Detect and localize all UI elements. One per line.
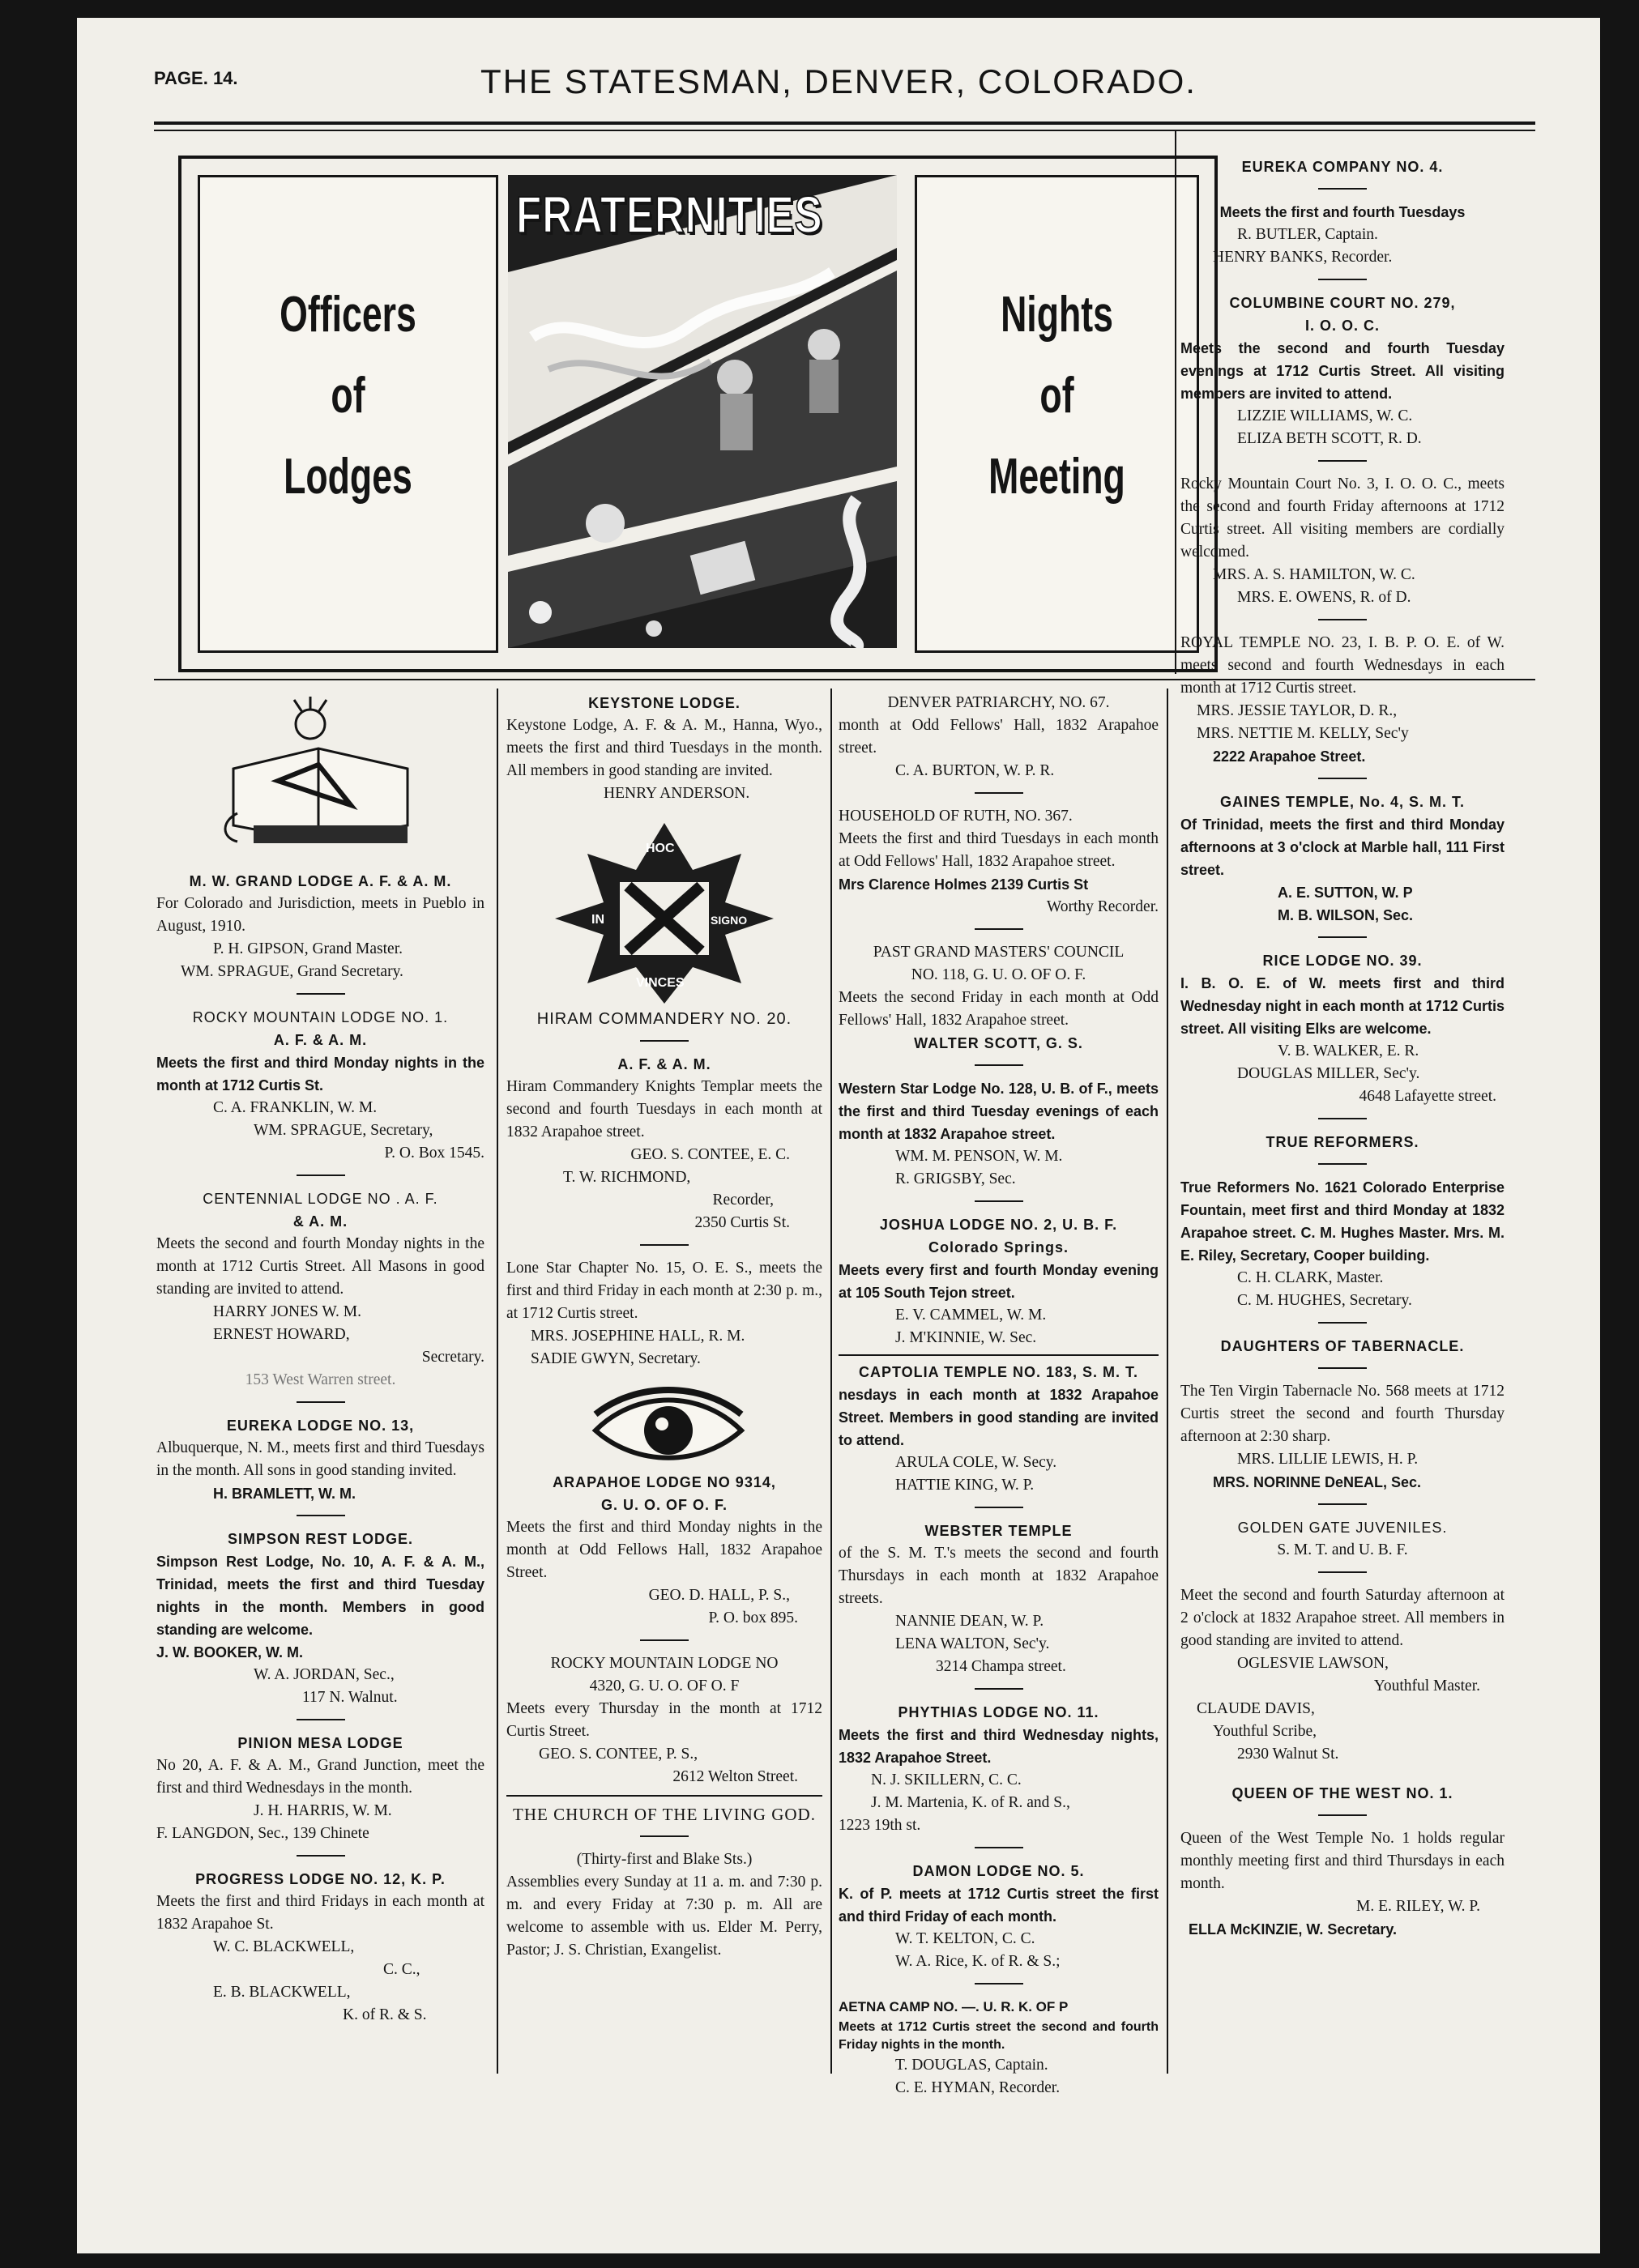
captolia-temple-title: CAPTOLIA TEMPLE NO. 183, S. M. T. xyxy=(858,1364,1139,1380)
signature-line: ELIZA BETH SCOTT, R. D. xyxy=(1237,430,1422,447)
emblem-in: IN xyxy=(591,913,604,927)
church-title: THE CHURCH OF THE LIVING GOD. xyxy=(513,1805,816,1824)
aetna-camp-body: Meets at 1712 Curtis street the second and fourth Friday nights in the month. xyxy=(839,2020,1159,2052)
gaines-temple-body: Of Trinidad, meets the first and third Monday afternoons at 3 o'clock at Marble hall, 111 First street. xyxy=(1180,816,1505,878)
rocky-mountain-court-body: Rocky Mountain Court No. 3, I. O. O. C., meets the second and fourth Friday afternoons at 1712 Curtis street. All visiting members are cordially welcomed. xyxy=(1180,475,1505,561)
signature-line: SADIE GWYN, Secretary. xyxy=(531,1350,701,1367)
signature-line: 4648 Lafayette street. xyxy=(1359,1088,1496,1105)
separator xyxy=(297,1401,345,1403)
separator xyxy=(640,1835,689,1837)
rice-lodge-body: I. B. O. E. of W. meets first and third Wednesday night in each month at 1712 Curtis street. All visiting Elks are welcome. xyxy=(1180,975,1505,1037)
past-grand-masters-body: Meets the second Friday in each month at Odd Fellows' Hall, 1832 Arapahoe street. xyxy=(839,989,1159,1029)
column-rule-3 xyxy=(1167,688,1168,2074)
signature-line: T. DOUGLAS, Captain. xyxy=(895,2057,1048,2074)
signature-line: CLAUDE DAVIS, xyxy=(1197,1700,1315,1717)
signature-line: N. J. SKILLERN, C. C. xyxy=(871,1771,1022,1788)
separator xyxy=(975,1064,1023,1066)
daughters-tabernacle-title: DAUGHTERS OF TABERNACLE. xyxy=(1220,1338,1465,1354)
signature-line: C. A. BURTON, W. P. R. xyxy=(895,762,1055,779)
separator xyxy=(297,1855,345,1857)
meeting-word: Meeting xyxy=(988,449,1125,505)
golden-gate-title: GOLDEN GATE JUVENILES. xyxy=(1237,1520,1448,1536)
signature-line: W. A. JORDAN, Sec., xyxy=(254,1666,395,1683)
eureka-lodge-title: EUREKA LODGE NO. 13, xyxy=(226,1418,415,1434)
household-of-ruth-title: HOUSEHOLD OF RUTH, NO. 367. xyxy=(839,808,1073,825)
joshua-lodge-body: Meets every first and fourth Monday evening at 105 South Tejon street. xyxy=(839,1262,1159,1301)
separator xyxy=(1318,279,1367,280)
officers-panel xyxy=(198,175,498,653)
section-rule xyxy=(839,1354,1159,1356)
emblem-hoc: HOC xyxy=(646,842,675,855)
signature-line: Worthy Recorder. xyxy=(1046,898,1159,915)
columbine-court-title: COLUMBINE COURT NO. 279, xyxy=(1229,295,1456,311)
signature-line: H. BRAMLETT, W. M. xyxy=(213,1486,356,1502)
knights-templar-cross-emblem xyxy=(506,813,822,1008)
subtitle: (Thirty-first and Blake Sts.) xyxy=(576,1851,753,1868)
subtitle: I. O. O. C. xyxy=(1304,318,1380,334)
subtitle: S. M. T. and U. B. F. xyxy=(1277,1541,1408,1558)
true-reformers-body: True Reformers No. 1621 Colorado Enterprise Fountain, meet first and third Monday at 1832 Arapahoe street. C. M. Hughes Master. Mrs. M. E. Riley, Secretary, Cooper building. xyxy=(1180,1179,1505,1264)
signature-line: GEO. S. CONTEE, E. C. xyxy=(630,1146,790,1163)
past-grand-masters-title: PAST GRAND MASTERS' COUNCIL xyxy=(873,944,1125,961)
keystone-lodge-title: KEYSTONE LODGE. xyxy=(588,695,741,711)
separator xyxy=(975,1983,1023,1985)
signature-line: ELLA McKINZIE, W. Secretary. xyxy=(1189,1921,1398,1938)
true-reformers-title: TRUE REFORMERS. xyxy=(1266,1134,1419,1150)
separator xyxy=(1318,188,1367,190)
newspaper-page xyxy=(77,18,1600,2253)
signature-line: A. E. SUTTON, W. P xyxy=(1278,885,1413,901)
fraternities-title: FRATERNITIES xyxy=(516,185,823,244)
webster-temple-title: WEBSTER TEMPLE xyxy=(924,1523,1073,1539)
signature-line: 2222 Arapahoe Street. xyxy=(1213,748,1366,765)
western-star-body: Western Star Lodge No. 128, U. B. of F., meets the first and third Tuesday evenings of each month at 1832 Arapahoe street. xyxy=(839,1081,1159,1142)
hiram-commandery-title: HIRAM COMMANDERY NO. 20. xyxy=(536,1010,792,1028)
separator xyxy=(1318,1322,1367,1324)
denver-patriarchy-title: DENVER PATRIARCHY, NO. 67. xyxy=(887,694,1110,711)
columbine-court-body: Meets the second and fourth Tuesday evenings at 1712 Curtis Street. All visiting members are invited to attend. xyxy=(1180,340,1505,402)
signature-line: 2930 Walnut St. xyxy=(1237,1746,1339,1763)
signature-line: P. O. Box 1545. xyxy=(384,1145,484,1162)
masonic-bible-illustration xyxy=(156,692,484,854)
nights-word: Nights xyxy=(1001,287,1113,343)
signature-line: Mrs Clarence Holmes 2139 Curtis St xyxy=(839,876,1089,893)
separator xyxy=(1318,460,1367,462)
signature-line: V. B. WALKER, E. R. xyxy=(1278,1042,1419,1059)
signature-line: HENRY ANDERSON. xyxy=(604,785,750,802)
signature-line: P. O. box 895. xyxy=(708,1609,798,1626)
section-rule xyxy=(506,1795,822,1797)
signature-line: MRS. NORINNE DeNEAL, Sec. xyxy=(1213,1474,1422,1490)
signature-line: 2612 Welton Street. xyxy=(672,1768,798,1785)
household-of-ruth-body: Meets the first and third Tuesdays in each month at Odd Fellows' Hall, 1832 Arapahoe street. xyxy=(839,830,1159,870)
signature-line: R. BUTLER, Captain. xyxy=(1237,226,1378,243)
signature-line: C. E. HYMAN, Recorder. xyxy=(895,2079,1061,2096)
signature-line: WALTER SCOTT, G. S. xyxy=(914,1035,1083,1051)
separator xyxy=(975,792,1023,794)
centennial-body: Meets the second and fourth Monday nights in the month at 1712 Curtis Street. All Masons in good standing are invited to attend. xyxy=(156,1235,484,1298)
rocky-mountain-gu-title: ROCKY MOUNTAIN LODGE NO xyxy=(550,1655,779,1672)
officers-word: Officers xyxy=(280,287,416,343)
signature-line: MRS. NETTIE M. KELLY, Sec'y xyxy=(1197,725,1409,742)
eureka-company-title: EUREKA COMPANY NO. 4. xyxy=(1241,159,1444,175)
church-body: Assemblies every Sunday at 11 a. m. and 7:30 p. m. and every Friday at 7:30 p. m. All are welcome to assemble with us. Elder M. Perry, Pastor; J. S. Christian, Exangelist. xyxy=(506,1874,822,1959)
signature-line: WM. M. PENSON, W. M. xyxy=(895,1148,1063,1165)
progress-lodge-title: PROGRESS LODGE NO. 12, K. P. xyxy=(195,1871,446,1887)
eureka-company-body: Meets the first and fourth Tuesdays xyxy=(1219,204,1466,220)
header-rule-thick xyxy=(154,122,1535,125)
signature-line: OGLESVIE LAWSON, xyxy=(1237,1655,1389,1672)
signature-line: ERNEST HOWARD, xyxy=(213,1326,350,1343)
signature-line: J. H. HARRIS, W. M. xyxy=(254,1802,392,1819)
pythias-lodge-body: Meets the first and third Wednesday nights, 1832 Arapahoe Street. xyxy=(839,1727,1159,1766)
newspaper-title: THE STATESMAN, DENVER, COLORADO. xyxy=(480,62,1197,100)
signature-line: J. M. Martenia, K. of R. and S., xyxy=(871,1794,1070,1811)
subtitle: 4320, G. U. O. OF O. F xyxy=(589,1678,740,1695)
separator xyxy=(1318,619,1367,620)
nights-panel xyxy=(915,175,1199,653)
of-word-right: of xyxy=(1039,368,1074,424)
subtitle: G. U. O. OF O. F. xyxy=(600,1497,728,1513)
signature-line: C. M. HUGHES, Secretary. xyxy=(1237,1292,1412,1309)
signature-line: 1223 19th st. xyxy=(839,1817,921,1834)
signature-line: MRS. A. S. HAMILTON, W. C. xyxy=(1213,566,1415,583)
page-number: PAGE. 14. xyxy=(154,68,238,88)
signature-line: 117 N. Walnut. xyxy=(302,1689,398,1706)
emblem-signo: SIGNO xyxy=(711,914,748,927)
signature-line: HARRY JONES W. M. xyxy=(213,1303,361,1320)
arapahoe-lodge-body: Meets the first and third Monday nights in the month at Odd Fellows Hall, 1832 Arapahoe Street. xyxy=(506,1519,822,1581)
keystone-lodge-body: Keystone Lodge, A. F. & A. M., Hanna, Wyo., meets the first and third Tuesdays in the month. All members in good standing are invited. xyxy=(506,717,822,779)
signature-line: Youthful Scribe, xyxy=(1213,1723,1317,1740)
signature-line: C. C., xyxy=(383,1961,420,1978)
signature-line: GEO. S. CONTEE, P. S., xyxy=(539,1746,698,1763)
pinion-mesa-title: PINION MESA LODGE xyxy=(237,1735,403,1751)
subtitle: Colorado Springs. xyxy=(928,1239,1069,1256)
signature-line: MRS. JOSEPHINE HALL, R. M. xyxy=(531,1328,745,1345)
damon-lodge-title: DAMON LODGE NO. 5. xyxy=(912,1863,1085,1879)
separator xyxy=(640,1639,689,1641)
column-rule-4 xyxy=(1175,131,1176,674)
signature-line: GEO. D. HALL, P. S., xyxy=(648,1587,790,1604)
separator xyxy=(1318,1814,1367,1816)
separator xyxy=(297,1174,345,1176)
separator xyxy=(975,1847,1023,1848)
rocky-mountain-gu-body: Meets every Thursday in the month at 1712 Curtis Street. xyxy=(506,1700,822,1740)
rocky-mountain-body: Meets the first and third Monday nights in the month at 1712 Curtis St. xyxy=(156,1055,484,1094)
separator xyxy=(1318,1163,1367,1165)
signature-line: M. E. RILEY, W. P. xyxy=(1356,1898,1480,1915)
lone-star-body: Lone Star Chapter No. 15, O. E. S., meets the first and third Friday in each month at 2:30 p. m., at 1712 Curtis street. xyxy=(506,1260,822,1322)
signature-line: HENRY BANKS, Recorder. xyxy=(1213,249,1393,266)
signature-line: W. C. BLACKWELL, xyxy=(213,1938,355,1955)
column-rule-2 xyxy=(830,688,832,2074)
header-rule-thin xyxy=(154,130,1535,131)
signature-line: Secretary. xyxy=(421,1349,484,1366)
signature-line: T. W. RICHMOND, xyxy=(563,1169,691,1186)
signature-line: ARULA COLE, W. Secy. xyxy=(895,1454,1057,1471)
signature-line: R. GRIGSBY, Sec. xyxy=(895,1170,1016,1187)
separator xyxy=(975,928,1023,930)
signature-line: C. A. FRANKLIN, W. M. xyxy=(213,1099,378,1116)
progress-lodge-body: Meets the first and third Fridays in each month at 1832 Arapahoe St. xyxy=(156,1893,484,1933)
eureka-lodge-body: Albuquerque, N. M., meets first and third Tuesdays in the month. All sons in good standing invited. xyxy=(156,1439,484,1479)
golden-gate-body: Meet the second and fourth Saturday afternoon at 2 o'clock at 1832 Arapahoe street. All members in good standing are invited to attend. xyxy=(1180,1587,1505,1649)
signature-line: F. LANGDON, Sec., 139 Chinete xyxy=(156,1825,369,1842)
captolia-temple-body: nesdays in each month at 1832 Arapahoe Street. Members in good standing are invited to attend. xyxy=(839,1387,1159,1448)
signature-line: J. W. BOOKER, W. M. xyxy=(156,1644,304,1660)
centennial-lodge-title: CENTENNIAL LODGE NO . A. F. xyxy=(203,1191,438,1207)
simpson-rest-body: Simpson Rest Lodge, No. 10, A. F. & A. M., Trinidad, meets the first and third Tuesday nights in the month. Members in good standing are welcome. xyxy=(156,1554,484,1638)
simpson-rest-title: SIMPSON REST LODGE. xyxy=(227,1531,414,1547)
subtitle: A. F. & A. M. xyxy=(617,1056,711,1072)
signature-line: HATTIE KING, W. P. xyxy=(895,1477,1035,1494)
of-word: of xyxy=(331,368,365,424)
emblem-vinces: VINCES xyxy=(636,976,685,990)
signature-line: C. H. CLARK, Master. xyxy=(1237,1269,1384,1286)
subtitle: A. F. & A. M. xyxy=(273,1032,368,1048)
separator xyxy=(975,1200,1023,1202)
fraternities-illustration xyxy=(508,175,897,648)
signature-line: Youthful Master. xyxy=(1373,1678,1480,1695)
separator xyxy=(1318,936,1367,938)
signature-line: 2350 Curtis St. xyxy=(694,1214,790,1231)
column-rule-1 xyxy=(497,688,498,2074)
queen-of-the-west-body: Queen of the West Temple No. 1 holds regular monthly meeting first and third Thursdays in each month. xyxy=(1180,1830,1505,1892)
separator xyxy=(1318,1367,1367,1369)
queen-of-the-west-title: QUEEN OF THE WEST NO. 1. xyxy=(1231,1785,1453,1801)
separator xyxy=(1318,1118,1367,1119)
separator xyxy=(1318,1503,1367,1505)
signature-line: LIZZIE WILLIAMS, W. C. xyxy=(1237,407,1413,424)
webster-temple-body: of the S. M. T.'s meets the second and fourth Thursdays in each month at 1832 Arapahoe streets. xyxy=(839,1545,1159,1607)
rocky-mountain-lodge-title: ROCKY MOUNTAIN LODGE NO. 1. xyxy=(192,1009,449,1025)
separator xyxy=(297,993,345,995)
signature-line: E. B. BLACKWELL, xyxy=(213,1984,351,2001)
hiram-commandery-body: Hiram Commandery Knights Templar meets the second and fourth Tuesdays in each month at 1832 Arapahoe street. xyxy=(506,1078,822,1140)
signature-line: WM. SPRAGUE, Grand Secretary. xyxy=(181,963,403,980)
signature-line: MRS. LILLIE LEWIS, H. P. xyxy=(1237,1451,1419,1468)
separator xyxy=(1318,778,1367,779)
separator xyxy=(297,1719,345,1720)
separator xyxy=(1318,1571,1367,1573)
eye-illustration xyxy=(506,1382,822,1471)
separator xyxy=(975,1688,1023,1690)
signature-line: LENA WALTON, Sec'y. xyxy=(895,1635,1050,1652)
signature-line: P. H. GIPSON, Grand Master. xyxy=(213,940,403,957)
signature-line: Recorder, xyxy=(712,1192,774,1209)
signature-line: WM. SPRAGUE, Secretary, xyxy=(254,1122,433,1139)
rice-lodge-title: RICE LODGE NO. 39. xyxy=(1262,953,1423,969)
denver-patriarchy-body: month at Odd Fellows' Hall, 1832 Arapahoe street. xyxy=(839,717,1159,757)
subtitle: & A. M. xyxy=(292,1213,348,1230)
separator xyxy=(975,1507,1023,1508)
illustration-art xyxy=(508,175,897,648)
separator xyxy=(297,1515,345,1516)
signature-line: DOUGLAS MILLER, Sec'y. xyxy=(1237,1065,1420,1082)
lodges-word: Lodges xyxy=(284,449,412,505)
column-3 xyxy=(839,692,1159,2100)
pythias-lodge-title: PHYTHIAS LODGE NO. 11. xyxy=(898,1704,1099,1720)
signature-line: E. V. CAMMEL, W. M. xyxy=(895,1307,1047,1324)
arapahoe-lodge-title: ARAPAHOE LODGE NO 9314, xyxy=(553,1474,776,1490)
column-2 xyxy=(506,692,822,1962)
separator xyxy=(640,1040,689,1042)
signature-line: K. of R. & S. xyxy=(343,2006,427,2023)
aetna-camp-title: AETNA CAMP NO. —. U. R. K. OF P xyxy=(839,1999,1069,2014)
joshua-lodge-title: JOSHUA LODGE NO. 2, U. B. F. xyxy=(879,1217,1118,1233)
signature-line: MRS. E. OWENS, R. of D. xyxy=(1237,589,1411,606)
signature-line: MRS. JESSIE TAYLOR, D. R., xyxy=(1197,702,1398,719)
pinion-mesa-body: No 20, A. F. & A. M., Grand Junction, meet the first and third Wednesdays in the month. xyxy=(156,1757,484,1797)
royal-temple-body: ROYAL TEMPLE NO. 23, I. B. P. O. E. of W. meets second and fourth Wednesdays in each month at 1712 Curtis street. xyxy=(1180,634,1505,697)
signature-line: W. A. Rice, K. of R. & S.; xyxy=(895,1953,1061,1970)
signature-line: M. B. WILSON, Sec. xyxy=(1278,907,1414,923)
grand-lodge-title: M. W. GRAND LODGE A. F. & A. M. xyxy=(189,873,452,889)
address-line: 153 West Warren street. xyxy=(245,1371,396,1388)
fraternities-banner xyxy=(178,156,1218,672)
signature-line: W. T. KELTON, C. C. xyxy=(895,1930,1035,1947)
damon-lodge-body: K. of P. meets at 1712 Curtis street the first and third Friday of each month. xyxy=(839,1886,1159,1925)
signature-line: J. M'KINNIE, W. Sec. xyxy=(895,1329,1037,1346)
separator xyxy=(640,1244,689,1246)
daughters-tabernacle-body: The Ten Virgin Tabernacle No. 568 meets at 1712 Curtis street the second and fourth Thursday afternoon at 2:30 sharp. xyxy=(1180,1383,1505,1445)
signature-line: NANNIE DEAN, W. P. xyxy=(895,1613,1044,1630)
grand-lodge-body: For Colorado and Jurisdiction, meets in Pueblo in August, 1910. xyxy=(156,895,484,935)
column-4 xyxy=(1180,156,1505,1941)
signature-line: 3214 Champa street. xyxy=(936,1658,1066,1675)
subtitle: NO. 118, G. U. O. OF O. F. xyxy=(911,966,1086,983)
gaines-temple-title: GAINES TEMPLE, No. 4, S. M. T. xyxy=(1219,794,1466,810)
column-1 xyxy=(156,692,484,2027)
